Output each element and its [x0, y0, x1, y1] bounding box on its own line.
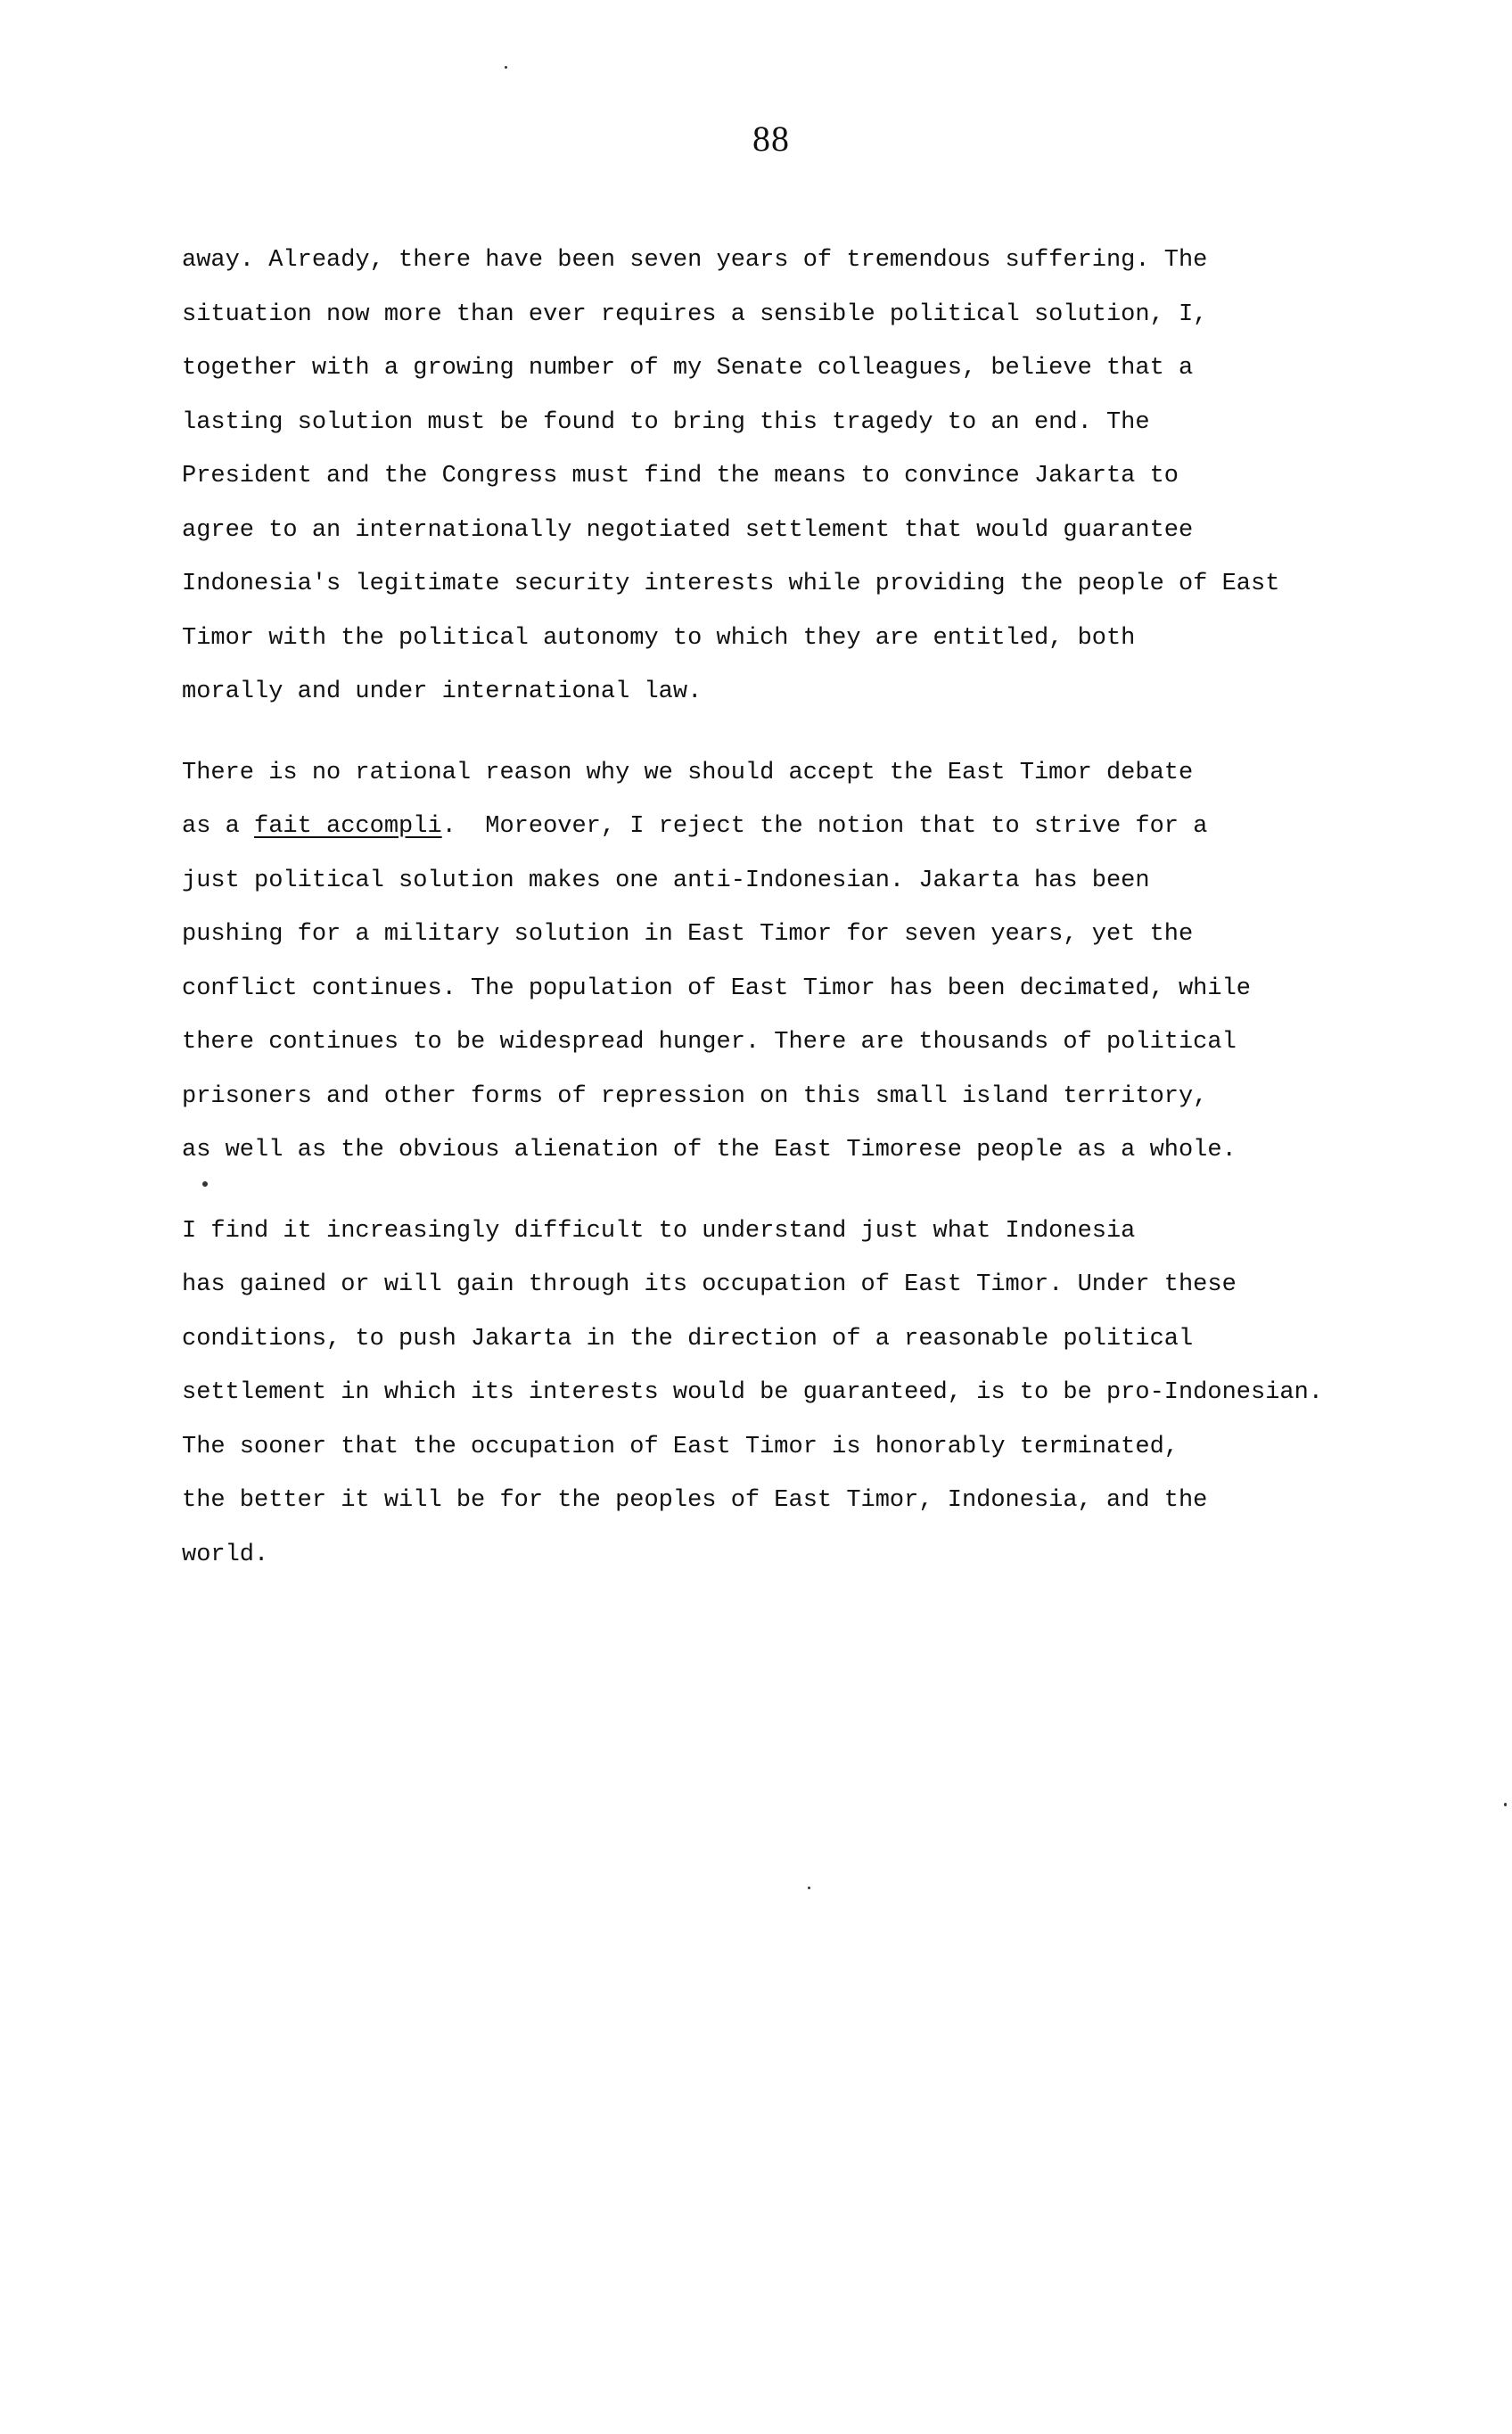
text-line: as well as the obvious alienation of the East Timorese people as a whole.: [182, 1137, 1237, 1164]
text-line: the better it will be for the peoples of East Timor, Indonesia, and the: [182, 1487, 1208, 1514]
text-line: just political solution makes one anti-Indonesian. Jakarta has been: [182, 867, 1150, 894]
text-line: situation now more than ever requires a sensible political solution, I,: [182, 300, 1208, 328]
text-line: Timor with the political autonomy to which they are entitled, both: [182, 624, 1136, 652]
text-line: agree to an internationally negotiated settlement that would guarantee: [182, 516, 1194, 544]
text-line-with-emphasis: [182, 800, 1287, 854]
scan-speck: [1504, 1803, 1507, 1806]
text-segment: as a: [182, 813, 255, 840]
scan-speck: [202, 1181, 208, 1187]
text-line: world.: [182, 1541, 269, 1568]
text-line: morally and under international law.: [182, 678, 703, 705]
paragraph-3: [182, 1205, 1324, 1583]
paragraph-2: [182, 746, 1287, 1178]
scan-speck: [505, 66, 507, 69]
text-line: conditions, to push Jakarta in the direction of a reasonable political: [182, 1325, 1194, 1353]
text-line: has gained or will gain through its occupation of East Timor. Under these: [182, 1271, 1237, 1298]
text-line: conflict continues. The population of East Timor has been decimated, while: [182, 974, 1251, 1002]
text-line: President and the Congress must find the means to convince Jakarta to: [182, 463, 1179, 489]
text-line: The sooner that the occupation of East Timor is honorably terminated,: [182, 1433, 1179, 1460]
text-line: I find it increasingly difficult to understand just what Indonesia: [182, 1217, 1136, 1245]
underlined-phrase: fait accompli: [254, 813, 442, 840]
text-line: There is no rational reason why we should accept the East Timor debate: [182, 759, 1194, 786]
text-segment: . Moreover, I reject the notion that to strive for a: [441, 813, 1208, 840]
text-line: together with a growing number of my Senate colleagues, believe that a: [182, 355, 1194, 382]
text-line: lasting solution must be found to bring this tragedy to an end. The: [182, 408, 1150, 436]
text-line: Indonesia's legitimate security interests while providing the people of East: [182, 571, 1280, 597]
text-line: prisoners and other forms of repression on this small island territory,: [182, 1082, 1208, 1110]
text-line: away. Already, there have been seven years of tremendous suffering. The: [182, 247, 1208, 274]
paragraph-1: [182, 234, 1287, 720]
text-line: pushing for a military solution in East Timor for seven years, yet the: [182, 921, 1194, 948]
text-line: settlement in which its interests would be guaranteed, is to be pro-Indonesian.: [182, 1379, 1324, 1406]
text-line: there continues to be widespread hunger. There are thousands of political: [182, 1029, 1237, 1056]
page-number: 88: [752, 119, 790, 159]
scan-speck: [808, 1887, 810, 1889]
body-text: [182, 234, 1324, 1608]
